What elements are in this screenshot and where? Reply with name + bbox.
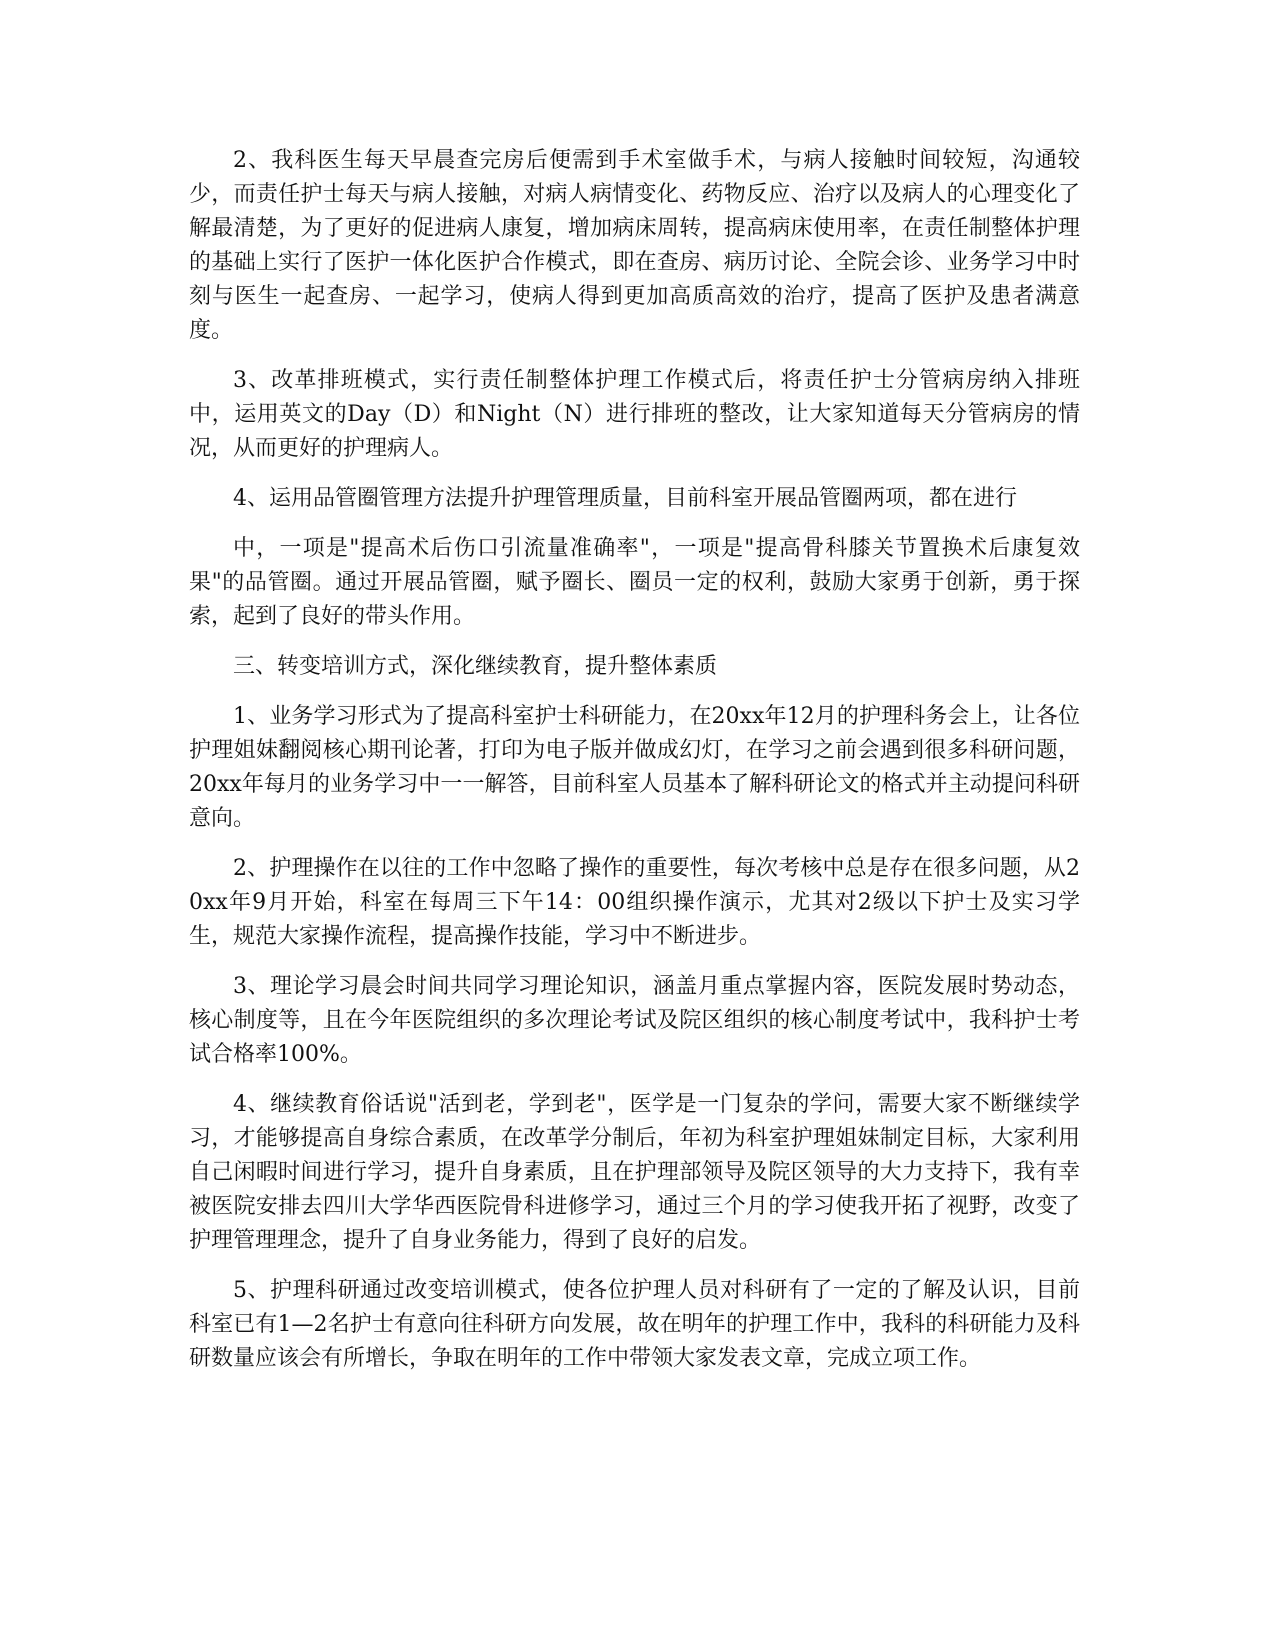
paragraph-continuing-education: 4、继续教育俗话说"活到老，学到老"，医学是一门复杂的学问，需要大家不断继续学习，才能够提高自身综合素质，在改革学分制后，年初为科室护理姐妹制定目标，大家利用自己闲暇时间进行学习，提升自身素质，且在护理部领导及院区领导的大力支持下，我有幸被医院安排去四川大学华西医院骨科进修学习，通过三个月的学习使我开拓了视野，改变了护理管理理念，提升了自身业务能力，得到了良好的启发。	[189, 1092, 1080, 1253]
paragraph-business-study: 1、业务学习形式为了提高科室护士科研能力，在20xx年12月的护理科务会上，让各位护理姐妹翻阅核心期刊论著，打印为电子版并做成幻灯，在学习之前会遇到很多科研问题，20xx年每月的业务学习中一一解答，目前科室人员基本了解科研论文的格式并主动提问科研意向。	[189, 704, 1080, 831]
section-heading-training: 三、转变培训方式，深化继续教育，提升整体素质	[233, 654, 718, 679]
paragraph-shift-reform: 3、改革排班模式，实行责任制整体护理工作模式后，将责任护士分管病房纳入排班中，运用英文的Day（D）和Night（N）进行排班的整改，让大家知道每天分管病房的情况，从而更好的护理病人。	[189, 368, 1080, 461]
document-body	[189, 144, 1080, 1392]
paragraph-nursing-research: 5、护理科研通过改变培训模式，使各位护理人员对科研有了一定的了解及认识，目前科室已有1—2名护士有意向往科研方向发展，故在明年的护理工作中，我科的科研能力及科研数量应该会有所增长，争取在明年的工作中带领大家发表文章，完成立项工作。	[189, 1278, 1080, 1371]
paragraph-quality-circle-start: 4、运用品管圈管理方法提升护理管理质量，目前科室开展品管圈两项，都在进行	[233, 486, 1017, 511]
paragraph-theory-study: 3、理论学习晨会时间共同学习理论知识，涵盖月重点掌握内容，医院发展时势动态，核心制度等，且在今年医院组织的多次理论考试及院区组织的核心制度考试中，我科护士考试合格率100%。	[189, 974, 1080, 1067]
paragraph-quality-circle-continued: 中，一项是"提高术后伤口引流量准确率"，一项是"提高骨科膝关节置换术后康复效果"的品管圈。通过开展品管圈，赋予圈长、圈员一定的权利，鼓励大家勇于创新，勇于探索，起到了良好的带头作用。	[189, 536, 1080, 629]
paragraph-nursing-operation: 2、护理操作在以往的工作中忽略了操作的重要性，每次考核中总是存在很多问题，从20xx年9月开始，科室在每周三下午14：00组织操作演示，尤其对2级以下护士及实习学生，规范大家操作流程，提高操作技能，学习中不断进步。	[189, 856, 1080, 949]
paragraph-doctor-nurse-collaboration: 2、我科医生每天早晨查完房后便需到手术室做手术，与病人接触时间较短，沟通较少，而责任护士每天与病人接触，对病人病情变化、药物反应、治疗以及病人的心理变化了解最清楚，为了更好的促进病人康复，增加病床周转，提高病床使用率，在责任制整体护理的基础上实行了医护一体化医护合作模式，即在查房、病历讨论、全院会诊、业务学习中时刻与医生一起查房、一起学习，使病人得到更加高质高效的治疗，提高了医护及患者满意度。	[189, 148, 1080, 343]
